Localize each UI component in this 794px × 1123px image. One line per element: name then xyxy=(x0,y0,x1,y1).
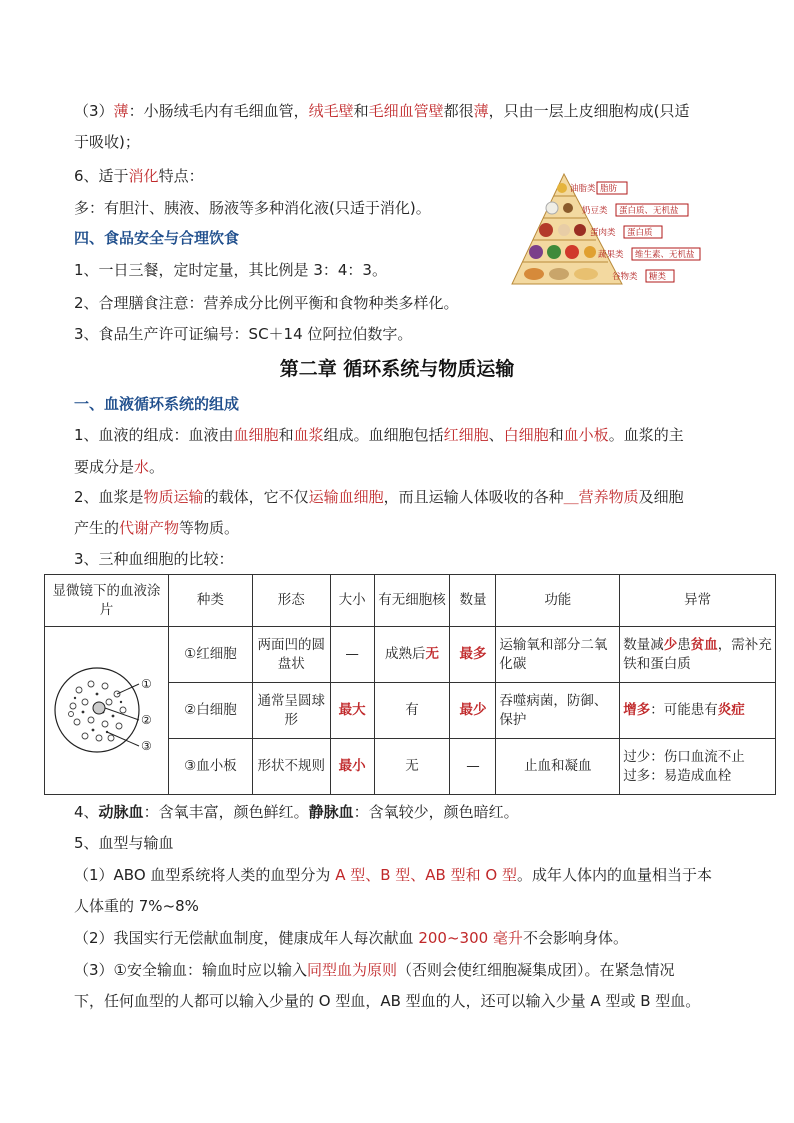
blood-cell-comparison-table xyxy=(44,574,776,795)
pyramid-level-label: 蔬果类 xyxy=(598,249,624,259)
table-row xyxy=(45,627,776,683)
header-cell: 数量 xyxy=(450,575,496,627)
cell-count: 最多 xyxy=(450,627,496,683)
header-cell: 功能 xyxy=(496,575,620,627)
text-line: 5、血型与输血 xyxy=(74,834,174,852)
pyramid-level-label: 谷物类 xyxy=(612,271,638,281)
cell-nucleus: 无 xyxy=(374,739,450,795)
text-line: 人体重的 7%~8% xyxy=(74,897,199,915)
cell-nucleus: 成熟后无 xyxy=(374,627,450,683)
text-line: （1）ABO 血型系统将人类的血型分为 A 型、B 型、AB 型和 O 型。成年人体内的血量相当于本 xyxy=(74,866,712,884)
cell-abnormal: 数量减少患贫血，需补充铁和蛋白质 xyxy=(620,627,776,683)
cell-abnormal: 增多：可能患有炎症 xyxy=(620,683,776,739)
header-cell: 有无细胞核 xyxy=(374,575,450,627)
cell-function: 止血和凝血 xyxy=(496,739,620,795)
text-line: 多：有胆汁、胰液、肠液等多种消化液(只适于消化)。 xyxy=(74,199,431,217)
header-cell: 种类 xyxy=(168,575,252,627)
text-line: 1、一日三餐，定时定量，其比例是 3：4：3。 xyxy=(74,261,387,279)
text-line: （2）我国实行无偿献血制度，健康成年人每次献血 200~300 毫升不会影响身体。 xyxy=(74,929,628,947)
diagram-marker: ② xyxy=(141,712,153,727)
text-line: 于吸收)； xyxy=(74,133,140,151)
cell-size: 最小 xyxy=(330,739,374,795)
cell-function: 运输氧和部分二氧化碳 xyxy=(496,627,620,683)
chapter-title: 第二章 循环系统与物质运输 xyxy=(279,358,515,380)
table-header-row xyxy=(45,575,776,627)
pyramid-level-label: 油脂类 xyxy=(570,183,596,193)
text-line: 6、适于消化特点： xyxy=(74,167,204,185)
pyramid-nutrient-label: 糖类 xyxy=(649,271,667,281)
pyramid-nutrient-label: 脂肪 xyxy=(600,183,618,193)
pyramid-nutrient-label: 蛋白质 xyxy=(627,227,653,237)
cell-size: — xyxy=(330,627,374,683)
blood-smear-diagram xyxy=(47,628,165,788)
pyramid-nutrient-label: 蛋白质、无机盐 xyxy=(619,205,679,215)
blood-smear-cell xyxy=(45,627,169,795)
diagram-marker: ① xyxy=(141,676,153,691)
food-pyramid-image xyxy=(504,172,704,312)
cell-size: 最大 xyxy=(330,683,374,739)
text-line: 2、血浆是物质运输的载体，它不仅运输血细胞，而且运输人体吸收的各种＿营养物质及细胞 xyxy=(74,488,684,506)
cell-shape: 两面凹的圆盘状 xyxy=(252,627,330,683)
cell-shape: 通常呈圆球形 xyxy=(252,683,330,739)
header-cell: 形态 xyxy=(252,575,330,627)
text-line: （3）①安全输血：输血时应以输入同型血为原则（否则会使红细胞凝集成团）。在紧急情况 xyxy=(74,961,675,979)
header-cell: 异常 xyxy=(620,575,776,627)
text-line: 3、三种血细胞的比较： xyxy=(74,550,234,568)
pyramid-level-label: 蛋肉类 xyxy=(590,227,616,237)
cell-shape: 形状不规则 xyxy=(252,739,330,795)
cell-kind: ③血小板 xyxy=(168,739,252,795)
header-cell: 大小 xyxy=(330,575,374,627)
text-line: （3）薄：小肠绒毛内有毛细血管，绒毛壁和毛细血管壁都很薄，只由一层上皮细胞构成(只适 xyxy=(74,102,690,120)
cell-abnormal: 过少：伤口血流不止 过多：易造成血栓 xyxy=(620,739,776,795)
text-line: 要成分是水。 xyxy=(74,458,165,476)
text-line: 2、合理膳食注意：营养成分比例平衡和食物种类多样化。 xyxy=(74,294,459,312)
cell-function: 吞噬病菌，防御、保护 xyxy=(496,683,620,739)
cell-nucleus: 有 xyxy=(374,683,450,739)
section-heading: 一、血液循环系统的组成 xyxy=(74,395,240,413)
cell-kind: ②白细胞 xyxy=(168,683,252,739)
cell-count: — xyxy=(450,739,496,795)
text-line: 下，任何血型的人都可以输入少量的 O 型血，AB 型血的人，还可以输入少量 A 型或 B 型血。 xyxy=(74,992,701,1010)
section-heading: 四、食品安全与合理饮食 xyxy=(74,229,240,247)
diagram-marker: ③ xyxy=(141,738,153,753)
pyramid-nutrient-label: 维生素、无机盐 xyxy=(635,249,695,259)
cell-count: 最少 xyxy=(450,683,496,739)
text-line: 1、血液的组成：血液由血细胞和血浆组成。血细胞包括红细胞、白细胞和血小板。血浆的主 xyxy=(74,426,684,444)
text-line: 产生的代谢产物等物质。 xyxy=(74,519,240,537)
text-line: 3、食品生产许可证编号：SC＋14 位阿拉伯数字。 xyxy=(74,325,413,343)
header-cell: 显微镜下的血液涂片 xyxy=(45,575,169,627)
pyramid-level-label: 奶豆类 xyxy=(582,205,608,215)
cell-kind: ①红细胞 xyxy=(168,627,252,683)
text-line: 4、动脉血：含氧丰富，颜色鲜红。静脉血：含氧较少，颜色暗红。 xyxy=(74,803,519,821)
